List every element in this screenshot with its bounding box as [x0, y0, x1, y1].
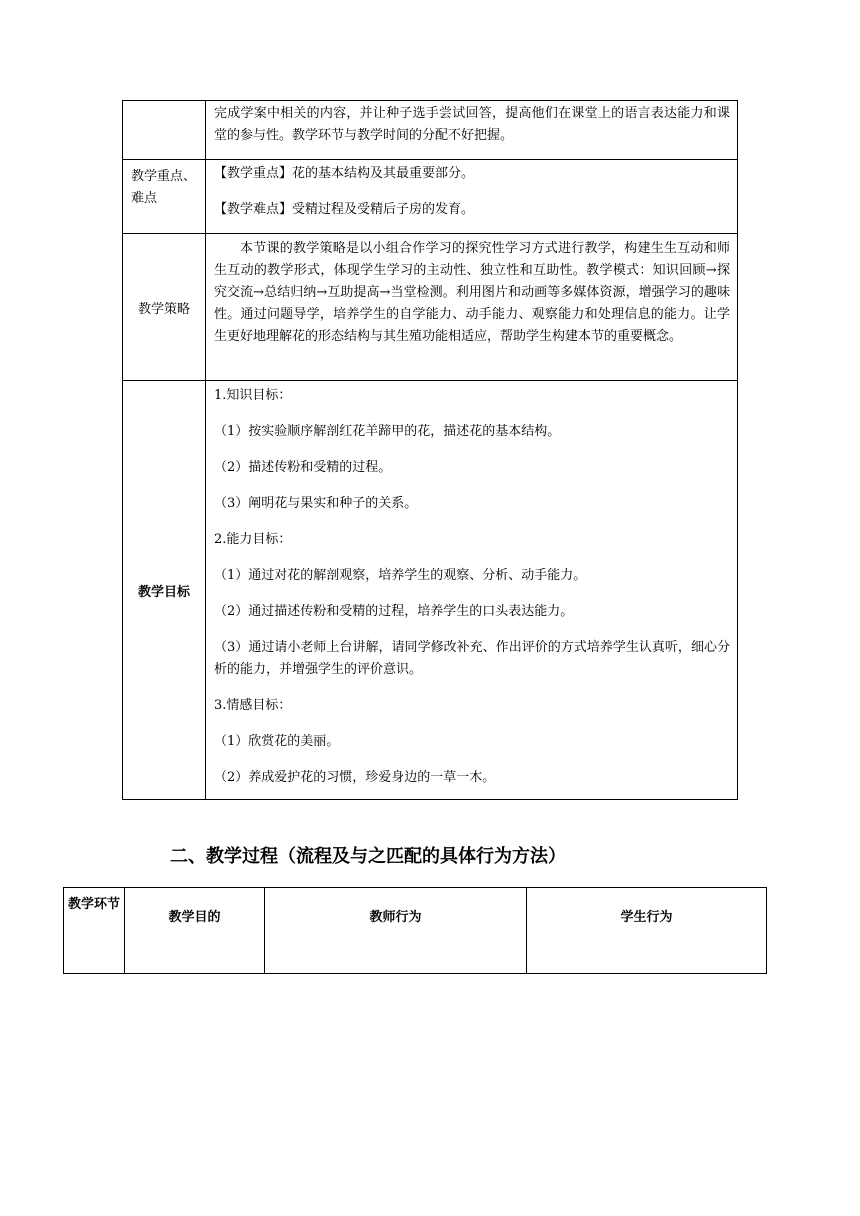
process-table: [63, 887, 767, 974]
row-content: [206, 101, 738, 160]
paragraph: 1.知识目标：: [214, 388, 292, 403]
table-header-row: [64, 888, 767, 974]
column-header: 教学环节: [64, 888, 125, 974]
row-label: 教学目标: [123, 381, 206, 800]
paragraph: 3.情感目标：: [214, 698, 292, 713]
row-label: 教学重点、难点: [123, 160, 206, 234]
paragraph: 【教学重点】花的基本结构及其最重要部分。: [214, 166, 475, 181]
row-label: [123, 101, 206, 160]
row-content: [206, 381, 738, 800]
paragraph: 本节课的教学策略是以小组合作学习的探究性学习方式进行教学，构建生生互动和师生互动的教学形式，体现学生学习的主动性、独立性和互助性。教学模式：知识回顾→探究交流→总结归纳→互助提高→当堂检测。利用图片和动画等多媒体资源，增强学习的趣味性。通过问题导学，培养学生的自学能力、动手能力、观察能力和处理信息的能力。让学生更好地理解花的形态结构与其生殖功能相适应，帮助学生构建本节的重要概念。: [214, 241, 730, 344]
paragraph: 完成学案中相关的内容，并让种子选手尝试回答，提高他们在课堂上的语言表达能力和课堂的参与性。教学环节与教学时间的分配不好把握。: [214, 106, 730, 143]
paragraph: （2）描述传粉和受精的过程。: [214, 460, 392, 475]
paragraph: （1）欣赏花的美丽。: [214, 734, 340, 749]
table-row: [123, 101, 738, 160]
paragraph: （1）通过对花的解剖观察，培养学生的观察、分析、动手能力。: [214, 568, 587, 583]
column-header: 学生行为: [527, 888, 767, 974]
paragraph: （3）阐明花与果实和种子的关系。: [214, 496, 418, 511]
paragraph: 【教学难点】受精过程及受精后子房的发育。: [214, 202, 475, 217]
lesson-profile-table: [122, 100, 738, 800]
paragraph: （1）按实验顺序解剖红花羊蹄甲的花，描述花的基本结构。: [214, 424, 561, 439]
row-label: 教学策略: [123, 234, 206, 381]
paragraph: （2）养成爱护花的习惯，珍爱身边的一草一木。: [214, 770, 496, 785]
paragraph: 2.能力目标：: [214, 532, 292, 547]
table-row: [123, 160, 738, 234]
column-header: 教学目的: [125, 888, 265, 974]
row-content: [206, 160, 738, 234]
paragraph: （3）通过请小老师上台讲解，请同学修改补充、作出评价的方式培养学生认真听，细心分析的能力，并增强学生的评价意识。: [214, 640, 730, 677]
section-heading: 二、教学过程（流程及与之匹配的具体行为方法）: [170, 846, 566, 867]
paragraph: （2）通过描述传粉和受精的过程，培养学生的口头表达能力。: [214, 604, 574, 619]
column-header: 教师行为: [265, 888, 527, 974]
table-row: [123, 381, 738, 800]
table-row: [123, 234, 738, 381]
row-content: [206, 234, 738, 381]
